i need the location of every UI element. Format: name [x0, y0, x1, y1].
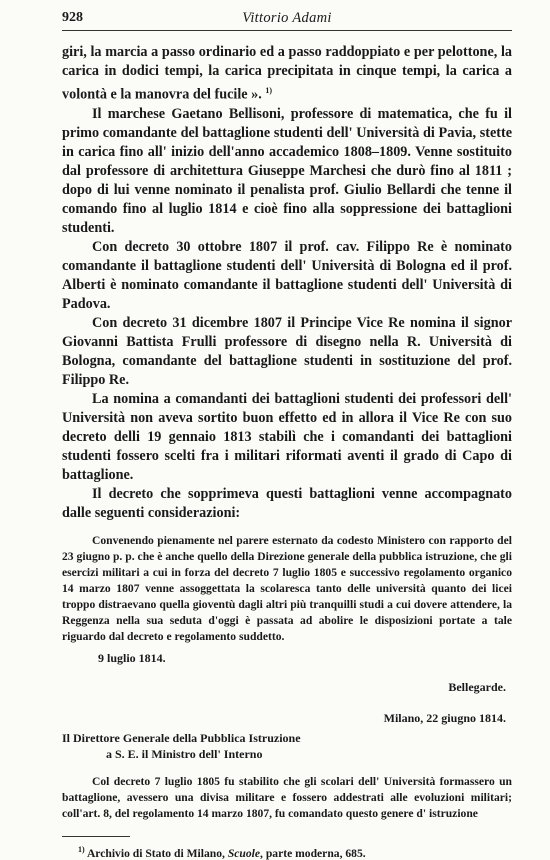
paragraph: Con decreto 31 dicembre 1807 il Principe Vice Re nomina il signor Giovanni Battista Frulli professore di disegno nella R. Università di Bologna, comandante del battaglione studenti in sostituzione del prof. Filippo Re.	[62, 314, 512, 388]
footnote-italic: Scuole	[227, 846, 261, 860]
footnote-divider	[62, 836, 130, 837]
footnote-mark: 1)	[78, 844, 85, 854]
paragraph: La nomina a comandanti dei battaglioni studenti dei professori dell' Università non aveva sortito buon effetto ed in allora il Vice Re con suo decreto delli 19 gennaio 1813 stabilì che i comandanti dei battaglioni studenti fossero scelti fra i militari riformati aventi il grado di Capo di battaglione.	[62, 390, 512, 483]
footnote-text-end: , parte moderna, 685.	[260, 846, 366, 860]
signature: Bellegarde.	[448, 679, 506, 694]
paragraph-text: giri, la marcia a passo ordinario ed a passo raddoppiato e per pelottone, la carica in dodici tempi, la carica precipitata in cinque tempi, la carica a volontà e la manovra del fucile ».	[62, 44, 512, 103]
paragraph: Il decreto che sopprimeva questi battaglioni venne accompagnato dalle seguenti considerazioni:	[62, 485, 512, 521]
decree-date-line	[62, 651, 512, 668]
letter-body	[62, 774, 512, 822]
body-text	[62, 43, 512, 523]
footnote	[62, 845, 512, 860]
letter-place-date: Milano, 22 giugno 1814.	[383, 710, 506, 725]
decree-date: 9 luglio 1814.	[98, 650, 166, 665]
page-header	[62, 8, 512, 31]
letter-address	[62, 730, 512, 762]
address-recipient: a S. E. il Ministro dell' Interno	[106, 746, 263, 761]
footnote-reference: 1)	[265, 86, 273, 95]
quoted-decree	[62, 533, 512, 695]
decree-text: Convenendo pienamente nel parere esternato da codesto Ministero con rapporto del 23 giugno p. p. che è anche quello della Direzione generale della pubblica istruzione, che gli esercizi militari a cui in forza del decreto 7 luglio 1805 e successivo regolamento organico 14 marzo 1807 venne assoggettata la scolaresca tanto delle università quanto dei licei troppo distraevano quella gioventù dagli altri più tranquilli studi a cui dovere attendere, la Reggenza nella sua seduta d'oggi è passata ad abolire le disposizioni portate a tale riguardo dal decreto e regolamento suddetto.	[62, 533, 512, 643]
address-sender: Il Direttore Generale della Pubblica Istruzione	[62, 730, 301, 745]
paragraph: Il marchese Gaetano Bellisoni, professore di matematica, che fu il primo comandante del battaglione studenti dell' Università di Pavia, stette in carica fino all' inizio dell'anno accademico 1808–1809. Venne sostituito dal professore di architettura Giuseppe Marchesi che durò fino al 1811 ; dopo di lui venne nominato il penalista prof. Giulio Bellardi che tenne il comando fino al luglio 1814 e cioè fino alla soppressione dei battaglioni studenti.	[62, 105, 512, 236]
letter-text: Col decreto 7 luglio 1805 fu stabilito che gli scolari dell' Università formassero un battaglione, avessero una divisa militare e fossero addestrati alle evoluzioni militari; coll'art. 8, del regolamento 14 marzo 1807, fu comandato questo genere d' istruzione	[62, 774, 512, 820]
running-title: Vittorio Adami	[242, 10, 332, 26]
footnote-text: Archivio di Stato di Milano,	[86, 846, 225, 860]
paragraph: Con decreto 30 ottobre 1807 il prof. cav. Filippo Re è nominato comandante il battaglione studenti dell' Università di Bologna ed il prof. Alberti è nominato comandante il battaglione studenti dell' Università di Padova.	[62, 238, 512, 312]
page-number: 928	[62, 10, 83, 25]
paragraph	[62, 43, 512, 105]
